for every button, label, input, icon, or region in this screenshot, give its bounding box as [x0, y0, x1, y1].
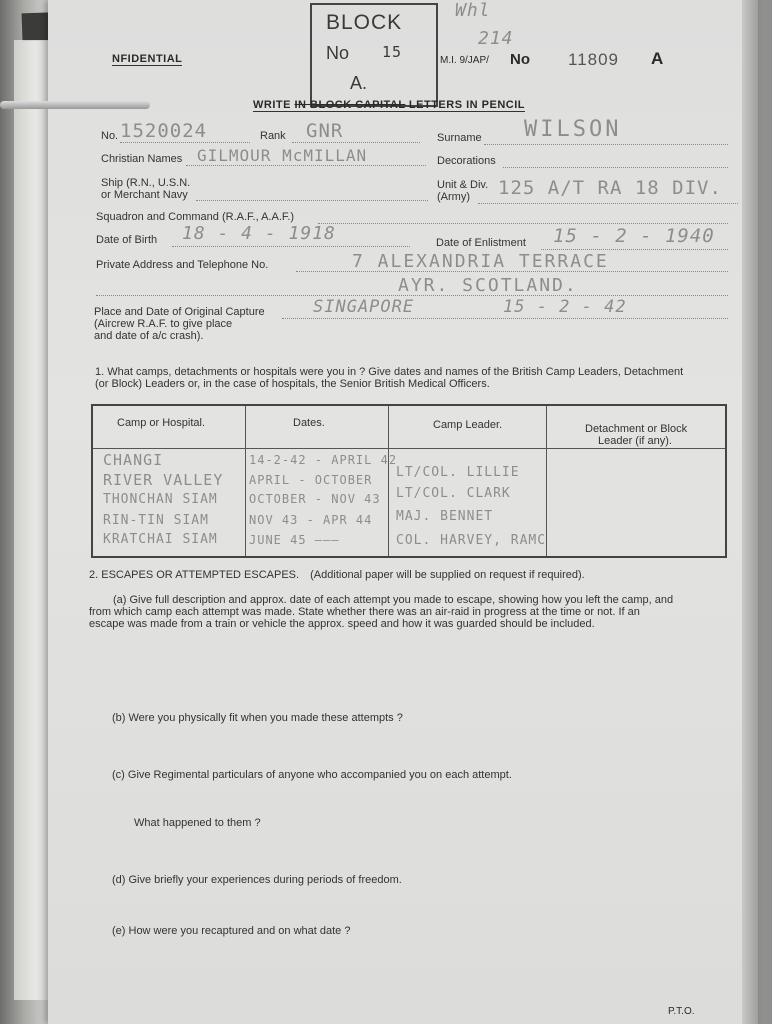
question-a-line2: from which camp each attempt was made. State whether there was an air-raid in progress at the time or not. If an — [89, 606, 640, 618]
table-cell-leader: LT/COL. CLARK — [396, 486, 511, 501]
paper-clip — [0, 101, 150, 109]
block-stamp — [310, 3, 438, 107]
decorations-line — [503, 167, 728, 168]
unit-label-2: (Army) — [437, 191, 470, 203]
surname-line — [484, 144, 728, 145]
stamp-no-text: No — [326, 43, 350, 63]
stamp-block-text: BLOCK — [326, 11, 403, 34]
table-cell-dates: NOV 43 - APR 44 — [249, 513, 373, 527]
squadron-line — [318, 223, 728, 224]
instruction-heading — [253, 99, 525, 112]
question-a-line3: escape was made from a train or vehicle the approx. speed and how it was guarded should be included. — [89, 618, 595, 630]
capture-label-1: Place and Date of Original Capture — [94, 306, 265, 318]
question-c: (c) Give Regimental particulars of anyone who accompanied you on each attempt. — [112, 769, 512, 781]
classification-label: NFIDENTIAL — [112, 53, 183, 65]
table-cell-camp: CHANGI — [103, 451, 164, 469]
ship-label-2: or Merchant Navy — [101, 189, 188, 201]
section1-question-line2: (or Block) Leaders or, in the case of hospitals, the Senior British Medical Officers. — [95, 378, 490, 390]
table-cell-dates: JUNE 45 ——— — [249, 533, 340, 547]
table-cell-camp: KRATCHAI SIAM — [103, 532, 218, 547]
dob-line — [172, 246, 410, 247]
no-line — [120, 142, 250, 143]
table-divider — [388, 406, 389, 556]
number-label: No — [510, 51, 530, 68]
enlistment-line — [541, 249, 728, 250]
page-edge — [742, 0, 758, 1024]
squadron-label: Squadron and Command (R.A.F., A.A.F.) — [96, 211, 295, 223]
form-reference: M.I. 9/JAP/ — [440, 55, 489, 66]
table-cell-leader: MAJ. BENNET — [396, 509, 494, 524]
christian-names-line — [186, 165, 426, 166]
pencil-scribble: Whl — [455, 0, 491, 21]
table-header-rule — [93, 448, 725, 449]
column-header-leader: Camp Leader. — [433, 419, 503, 431]
stamp-letter: A. — [350, 73, 368, 93]
unit-value: 125 A/T RA 18 DIV. — [498, 177, 722, 199]
section2-heading — [89, 569, 585, 582]
dob-label: Date of Birth — [96, 234, 158, 246]
document-number: 11809 — [568, 50, 620, 69]
address-value-2: AYR. SCOTLAND. — [398, 275, 578, 296]
address-value-1: 7 ALEXANDRIA TERRACE — [352, 251, 609, 272]
address-label: Private Address and Telephone No. — [96, 259, 269, 271]
question-e: (e) How were you recaptured and on what date ? — [112, 925, 351, 937]
table-divider — [245, 406, 246, 556]
stamp-number: 15 — [382, 43, 403, 61]
table-cell-leader: COL. HARVEY, RAMC — [396, 533, 547, 548]
column-header-camp: Camp or Hospital. — [117, 417, 206, 429]
rank-label: Rank — [260, 130, 286, 142]
table-divider — [546, 406, 547, 556]
section1-question-line1: 1. What camps, detachments or hospitals were you in ? Give dates and names of the British Camp Leaders, Detachment — [95, 366, 684, 378]
instruction-struck: IN BLOCK CAPITAL — [294, 99, 406, 111]
question-d: (d) Give briefly your experiences during periods of freedom. — [112, 874, 402, 886]
rank-value: GNR — [306, 120, 344, 142]
question-b: (b) Were you physically fit when you made these attempts ? — [112, 712, 403, 724]
table-cell-camp: THONCHAN SIAM — [103, 492, 218, 507]
column-header-detachment: Detachment or Block — [585, 423, 688, 435]
ship-line — [196, 200, 428, 201]
instruction-pre: WRITE — [253, 99, 295, 111]
enlistment-value: 15 - 2 - 1940 — [553, 225, 715, 247]
capture-place: SINGAPORE — [313, 297, 415, 317]
table-cell-camp: RIN-TIN SIAM — [103, 513, 209, 528]
instruction-post: LETTERS IN PENCIL — [405, 99, 525, 111]
capture-line — [282, 318, 728, 319]
ship-label-1: Ship (R.N., U.S.N. — [101, 177, 191, 189]
service-number: 1520024 — [120, 120, 208, 142]
column-header-dates: Dates. — [293, 417, 325, 429]
section2-title: 2. ESCAPES OR ATTEMPTED ESCAPES. — [89, 569, 300, 581]
no-label: No. — [101, 130, 119, 142]
capture-label-2: (Aircrew R.A.F. to give place — [94, 318, 233, 330]
capture-label-3: and date of a/c crash). — [94, 330, 204, 342]
question-c-followup: What happened to them ? — [134, 817, 261, 829]
dob-value: 18 - 4 - 1918 — [182, 223, 336, 244]
surname-label: Surname — [437, 132, 482, 144]
christian-names-value: GILMOUR McMILLAN — [197, 146, 368, 165]
table-cell-camp: RIVER VALLEY — [103, 471, 224, 489]
decorations-label: Decorations — [437, 155, 496, 167]
pencil-scribble-number: 214 — [478, 28, 514, 49]
table-cell-dates: OCTOBER - NOV 43 — [249, 492, 381, 506]
question-a-line1: (a) Give full description and approx. date of each attempt you made to escape, showing how you left the camp, and — [113, 594, 674, 606]
rank-line — [292, 142, 420, 143]
column-header-detachment-2: Leader (if any). — [598, 435, 672, 447]
table-cell-dates: APRIL - OCTOBER — [249, 473, 373, 487]
unit-label-1: Unit & Div. — [437, 179, 489, 191]
enlistment-label: Date of Enlistment — [436, 237, 526, 249]
christian-names-label: Christian Names — [101, 153, 183, 165]
table-cell-dates: 14-2-42 - APRIL 42 — [249, 453, 398, 467]
table-cell-leader: LT/COL. LILLIE — [396, 465, 520, 480]
surname-value: WILSON — [524, 117, 622, 142]
document-suffix: A — [651, 49, 664, 68]
page-turn-note: P.T.O. — [668, 1006, 695, 1017]
unit-line — [478, 203, 738, 204]
capture-date: 15 - 2 - 42 — [503, 297, 627, 317]
camps-table — [91, 404, 727, 558]
section2-note: (Additional paper will be supplied on request if required). — [310, 569, 585, 581]
